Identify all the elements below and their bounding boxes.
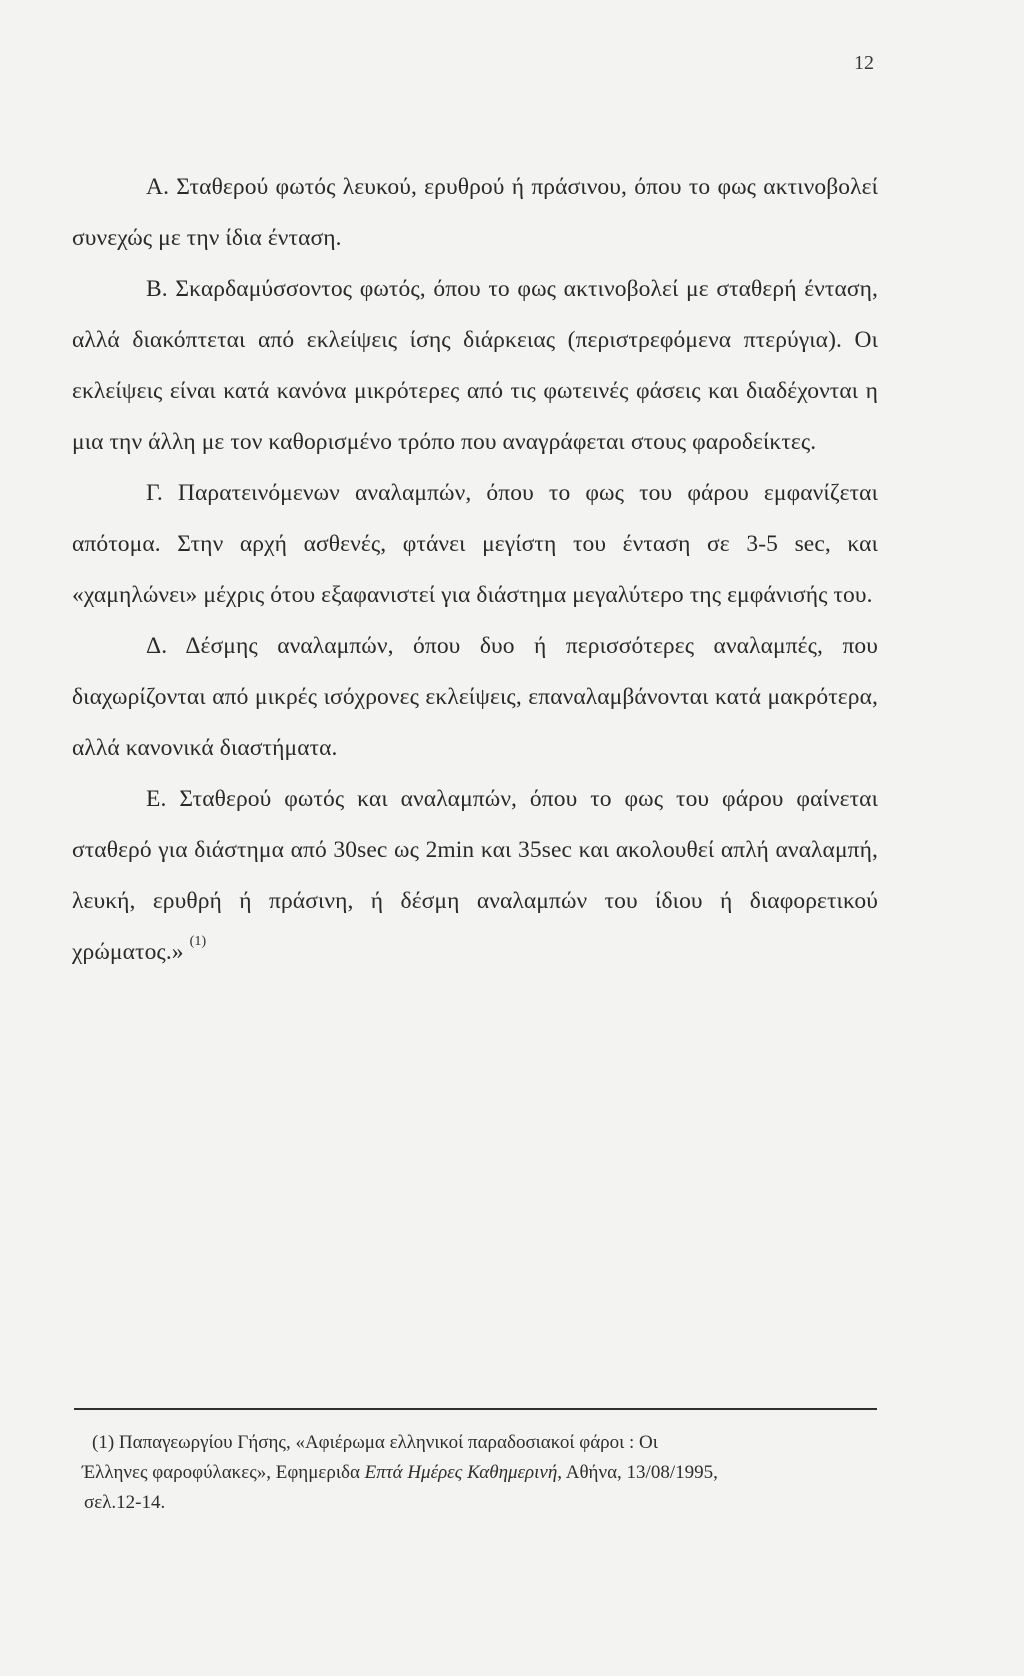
footnote-reference: (1) — [189, 934, 207, 949]
footnote-line-2-text: Έλληνες φαροφύλακες», Εφημεριδα — [82, 1462, 365, 1483]
paragraph-a: Α. Σταθερού φωτός λευκού, ερυθρού ή πράσινου, όπου το φως ακτινοβολεί συνεχώς με την ίδια ένταση. — [72, 174, 878, 251]
footnote-line-1: (1) Παπαγεωργίου Γήσης, «Αφιέρωμα ελληνικοί παραδοσιακοί φάροι : Οι — [92, 1432, 658, 1453]
footnote-line-2-end: , Αθήνα, 13/08/1995, — [557, 1462, 718, 1483]
paragraph-e — [72, 774, 878, 978]
paragraph-b: Β. Σκαρδαμύσσοντος φωτός, όπου το φως ακτινοβολεί με σταθερή ένταση, αλλά διακόπτεται από εκλείψεις ίσης διάρκειας (περιστρεφόμενα πτερύγια). Οι εκλείψεις είναι κατά κανόνα μικρότερες από τις φωτεινές φάσεις και διαδέχονται η μια την άλλη με τον καθορισμένο τρόπο που αναγράφεται στους φαροδείκτες. — [72, 276, 878, 455]
paragraph-e-text: Ε. Σταθερού φωτός και αναλαμπών, όπου το φως του φάρου φαίνεται σταθερό για διάστημα από 30sec ως 2min και 35sec και ακολουθεί απλή αναλαμπή, λευκή, ερυθρή ή πράσινη, ή δέσμη αναλαμπών του ίδιου ή διαφορετικού χρώματος.» — [72, 786, 878, 965]
footnote-newspaper-title: Επτά Ημέρες Καθημερινή — [364, 1462, 558, 1483]
footnote-line-2 — [82, 1458, 882, 1488]
footnote-divider — [74, 1408, 877, 1410]
footnote-line-3: σελ.12-14. — [84, 1492, 166, 1513]
page-number: 12 — [854, 52, 874, 74]
body-text — [72, 162, 878, 978]
paragraph-d: Δ. Δέσμης αναλαμπών, όπου δυο ή περισσότερες αναλαμπές, που διαχωρίζονται από μικρές ισόχρονες εκλείψεις, επαναλαμβάνονται κατά μακρότερα, αλλά κανονικά διαστήματα. — [72, 633, 878, 761]
footnote — [82, 1428, 882, 1518]
paragraph-c: Γ. Παρατεινόμενων αναλαμπών, όπου το φως του φάρου εμφανίζεται απότομα. Στην αρχή ασθενές, φτάνει μεγίστη του ένταση σε 3-5 sec, και «χαμηλώνει» μέχρις ότου εξαφανιστεί για διάστημα μεγαλύτερο της εμφάνισής του. — [72, 480, 878, 608]
